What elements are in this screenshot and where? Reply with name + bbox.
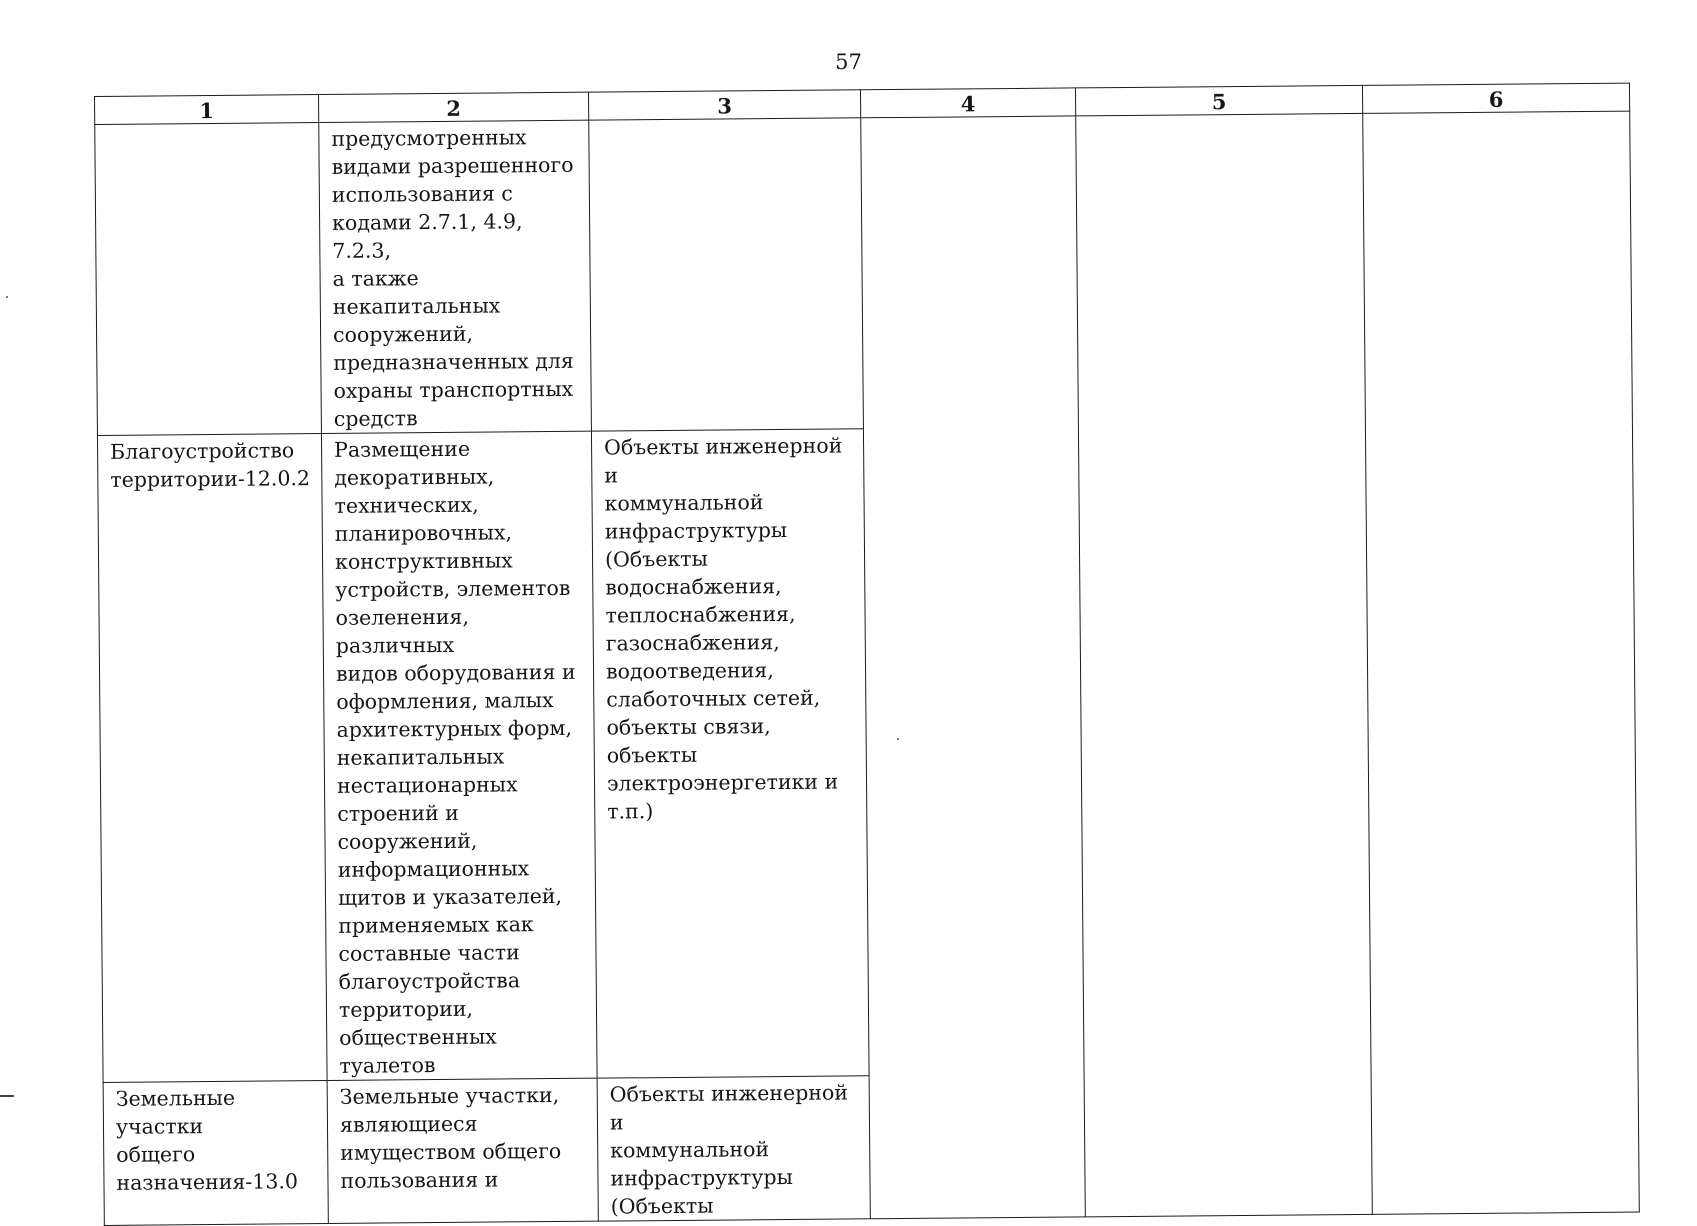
column-header: 2 <box>318 92 588 122</box>
cell-column-6 <box>1363 111 1640 1214</box>
cell-auxiliary-use <box>591 429 869 1078</box>
cell-auxiliary-use <box>597 1076 870 1221</box>
column-header: 5 <box>1075 85 1362 116</box>
cell-column-4 <box>861 116 1086 1219</box>
cell-column-5 <box>1076 113 1373 1216</box>
cell-text: Земельные участки, являющиеся имуществом общего пользования и <box>339 1082 562 1193</box>
column-header: 4 <box>860 88 1075 118</box>
cell-text <box>601 120 852 122</box>
cell-text <box>107 125 310 127</box>
cell-text: Объекты инженерной и коммунальной инфраструктуры (Объекты <box>609 1080 849 1219</box>
cell-text: Объекты инженерной и коммунальной инфраструктуры (Объекты водоснабжения, теплоснабжения, газоснабжения, водоотведения, слаботочных сетей, объекты связи, объекты электроэнергетики и т.п.) <box>603 433 843 824</box>
cell-description <box>321 431 597 1080</box>
cell-text: предусмотренных видами разрешенного использования с кодами 2.7.1, 4.9, 7.2.3, а также некапитальных сооружений, предназначенных для охраны транспортных средств <box>331 125 574 431</box>
cell-use-name <box>97 434 327 1083</box>
column-header: 6 <box>1362 83 1629 113</box>
cell-use-name <box>103 1081 328 1226</box>
cell-description <box>327 1078 598 1223</box>
table-frame <box>94 83 1638 1219</box>
cell-text: Благоустройство территории-12.0.2 <box>110 438 311 492</box>
scan-margin-mark <box>0 1095 14 1097</box>
scan-speck <box>6 296 8 298</box>
table-row <box>95 111 1633 435</box>
zoning-table <box>94 83 1640 1226</box>
cell-text: Земельные участки общего назначения-13.0 <box>115 1085 299 1195</box>
cell-text: Размещение декоративных, технических, планировочных, конструктивных устройств, элементов озеленения, различных видов оборудования и оформления, малых архитектурных форм, некапитальных нестационарных строений и сооружений, информационных щитов и указателей, применяемых как составные части благоустройства территории, общественных туалетов <box>333 436 576 1078</box>
column-header: 1 <box>95 95 319 125</box>
cell-auxiliary-use <box>589 118 864 431</box>
page-number: 57 <box>835 50 862 74</box>
cell-use-name <box>95 123 322 436</box>
cell-description <box>319 120 592 433</box>
column-header: 3 <box>588 90 860 120</box>
